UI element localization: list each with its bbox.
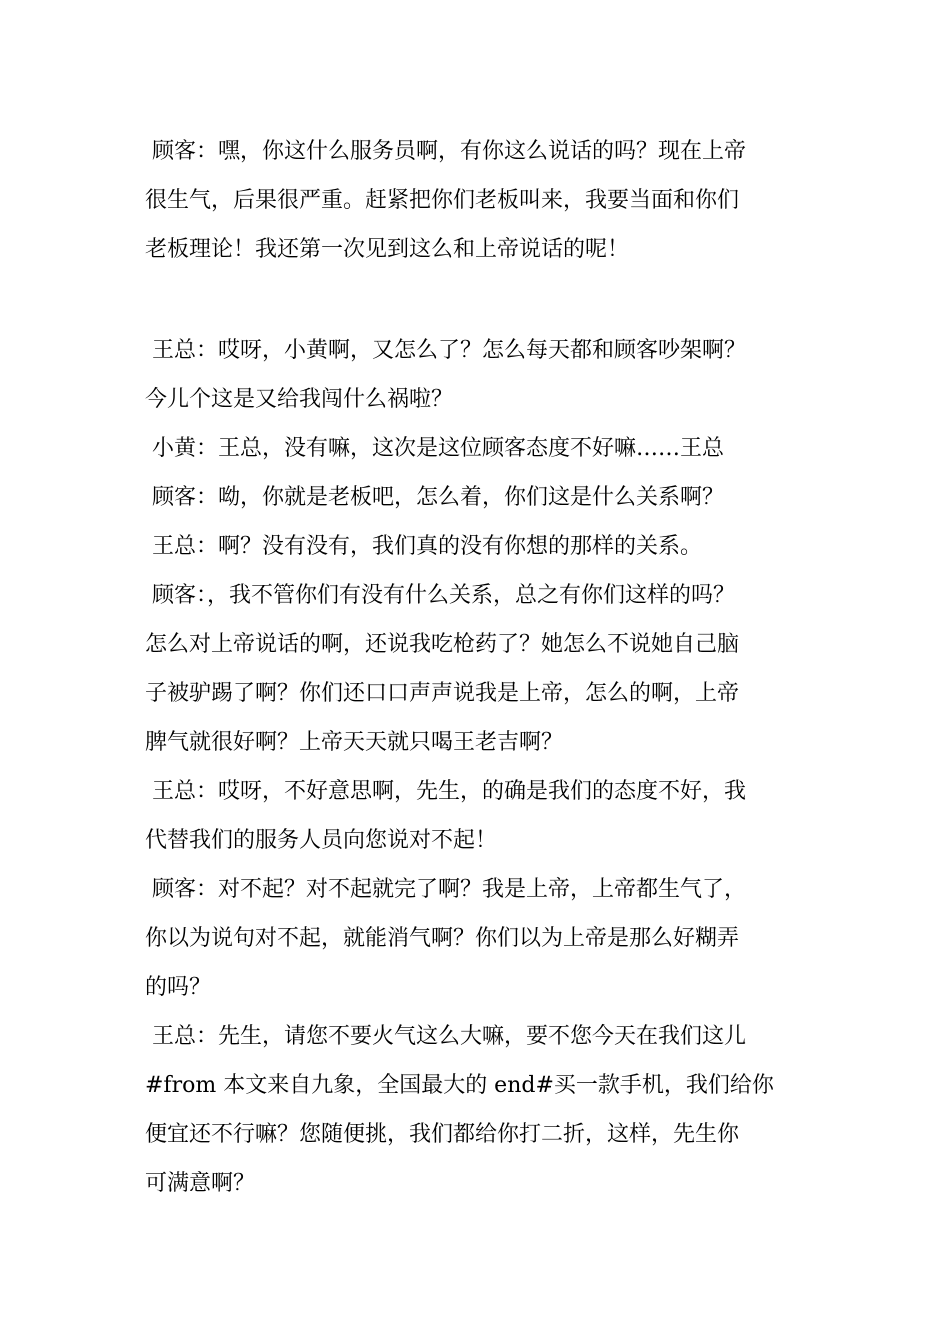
text-line: 顾客：对不起？对不起就完了啊？我是上帝，上帝都生气了， [145, 877, 747, 902]
text-line: 怎么对上帝说话的啊，还说我吃枪药了？她怎么不说她自己脑 [145, 632, 740, 657]
text-line: 子被驴踢了啊？你们还口口声声说我是上帝，怎么的啊，上帝 [145, 681, 740, 706]
text-line: 王总：先生，请您不要火气这么大嘛，要不您今天在我们这儿 [145, 1024, 747, 1049]
text-line: 你以为说句对不起，就能消气啊？你们以为上帝是那么好糊弄 [145, 926, 740, 951]
text-line: 王总：哎呀，小黄啊，又怎么了？怎么每天都和顾客吵架啊？ [145, 338, 747, 363]
text-line: 很生气，后果很严重。赶紧把你们老板叫来，我要当面和你们 [145, 188, 740, 213]
text-line: 小黄：王总，没有嘛，这次是这位顾客态度不好嘛……王总 [145, 436, 725, 461]
text-block-intro [145, 127, 809, 274]
text-line: 的吗？ [145, 975, 212, 1000]
text-line: 王总：哎呀，不好意思啊，先生，的确是我们的态度不好，我 [145, 779, 747, 804]
text-line: 可满意啊？ [145, 1171, 256, 1196]
text-line: 今儿个这是又给我闯什么祸啦？ [145, 387, 454, 412]
text-line: 老板理论！我还第一次见到这么和上帝说话的呢！ [145, 237, 630, 262]
text-line: 王总：啊？没有没有，我们真的没有你想的那样的关系。 [145, 534, 703, 559]
text-line: 顾客：呦，你就是老板吧，怎么着，你们这是什么关系啊？ [145, 485, 725, 510]
text-line: #from 本文来自九象，全国最大的 end#买一款手机，我们给你 [145, 1073, 774, 1098]
text-line: 顾客：，我不管你们有没有什么关系，总之有你们这样的吗？ [145, 583, 736, 608]
text-block-dialogue [145, 326, 809, 1208]
text-line: 代替我们的服务人员向您说对不起！ [145, 828, 498, 853]
text-line: 便宜还不行嘛？您随便挑，我们都给你打二折，这样，先生你 [145, 1122, 740, 1147]
text-line: 顾客：嘿，你这什么服务员啊，有你这么说话的吗？现在上帝 [145, 139, 747, 164]
text-line: 脾气就很好啊？上帝天天就只喝王老吉啊？ [145, 730, 564, 755]
